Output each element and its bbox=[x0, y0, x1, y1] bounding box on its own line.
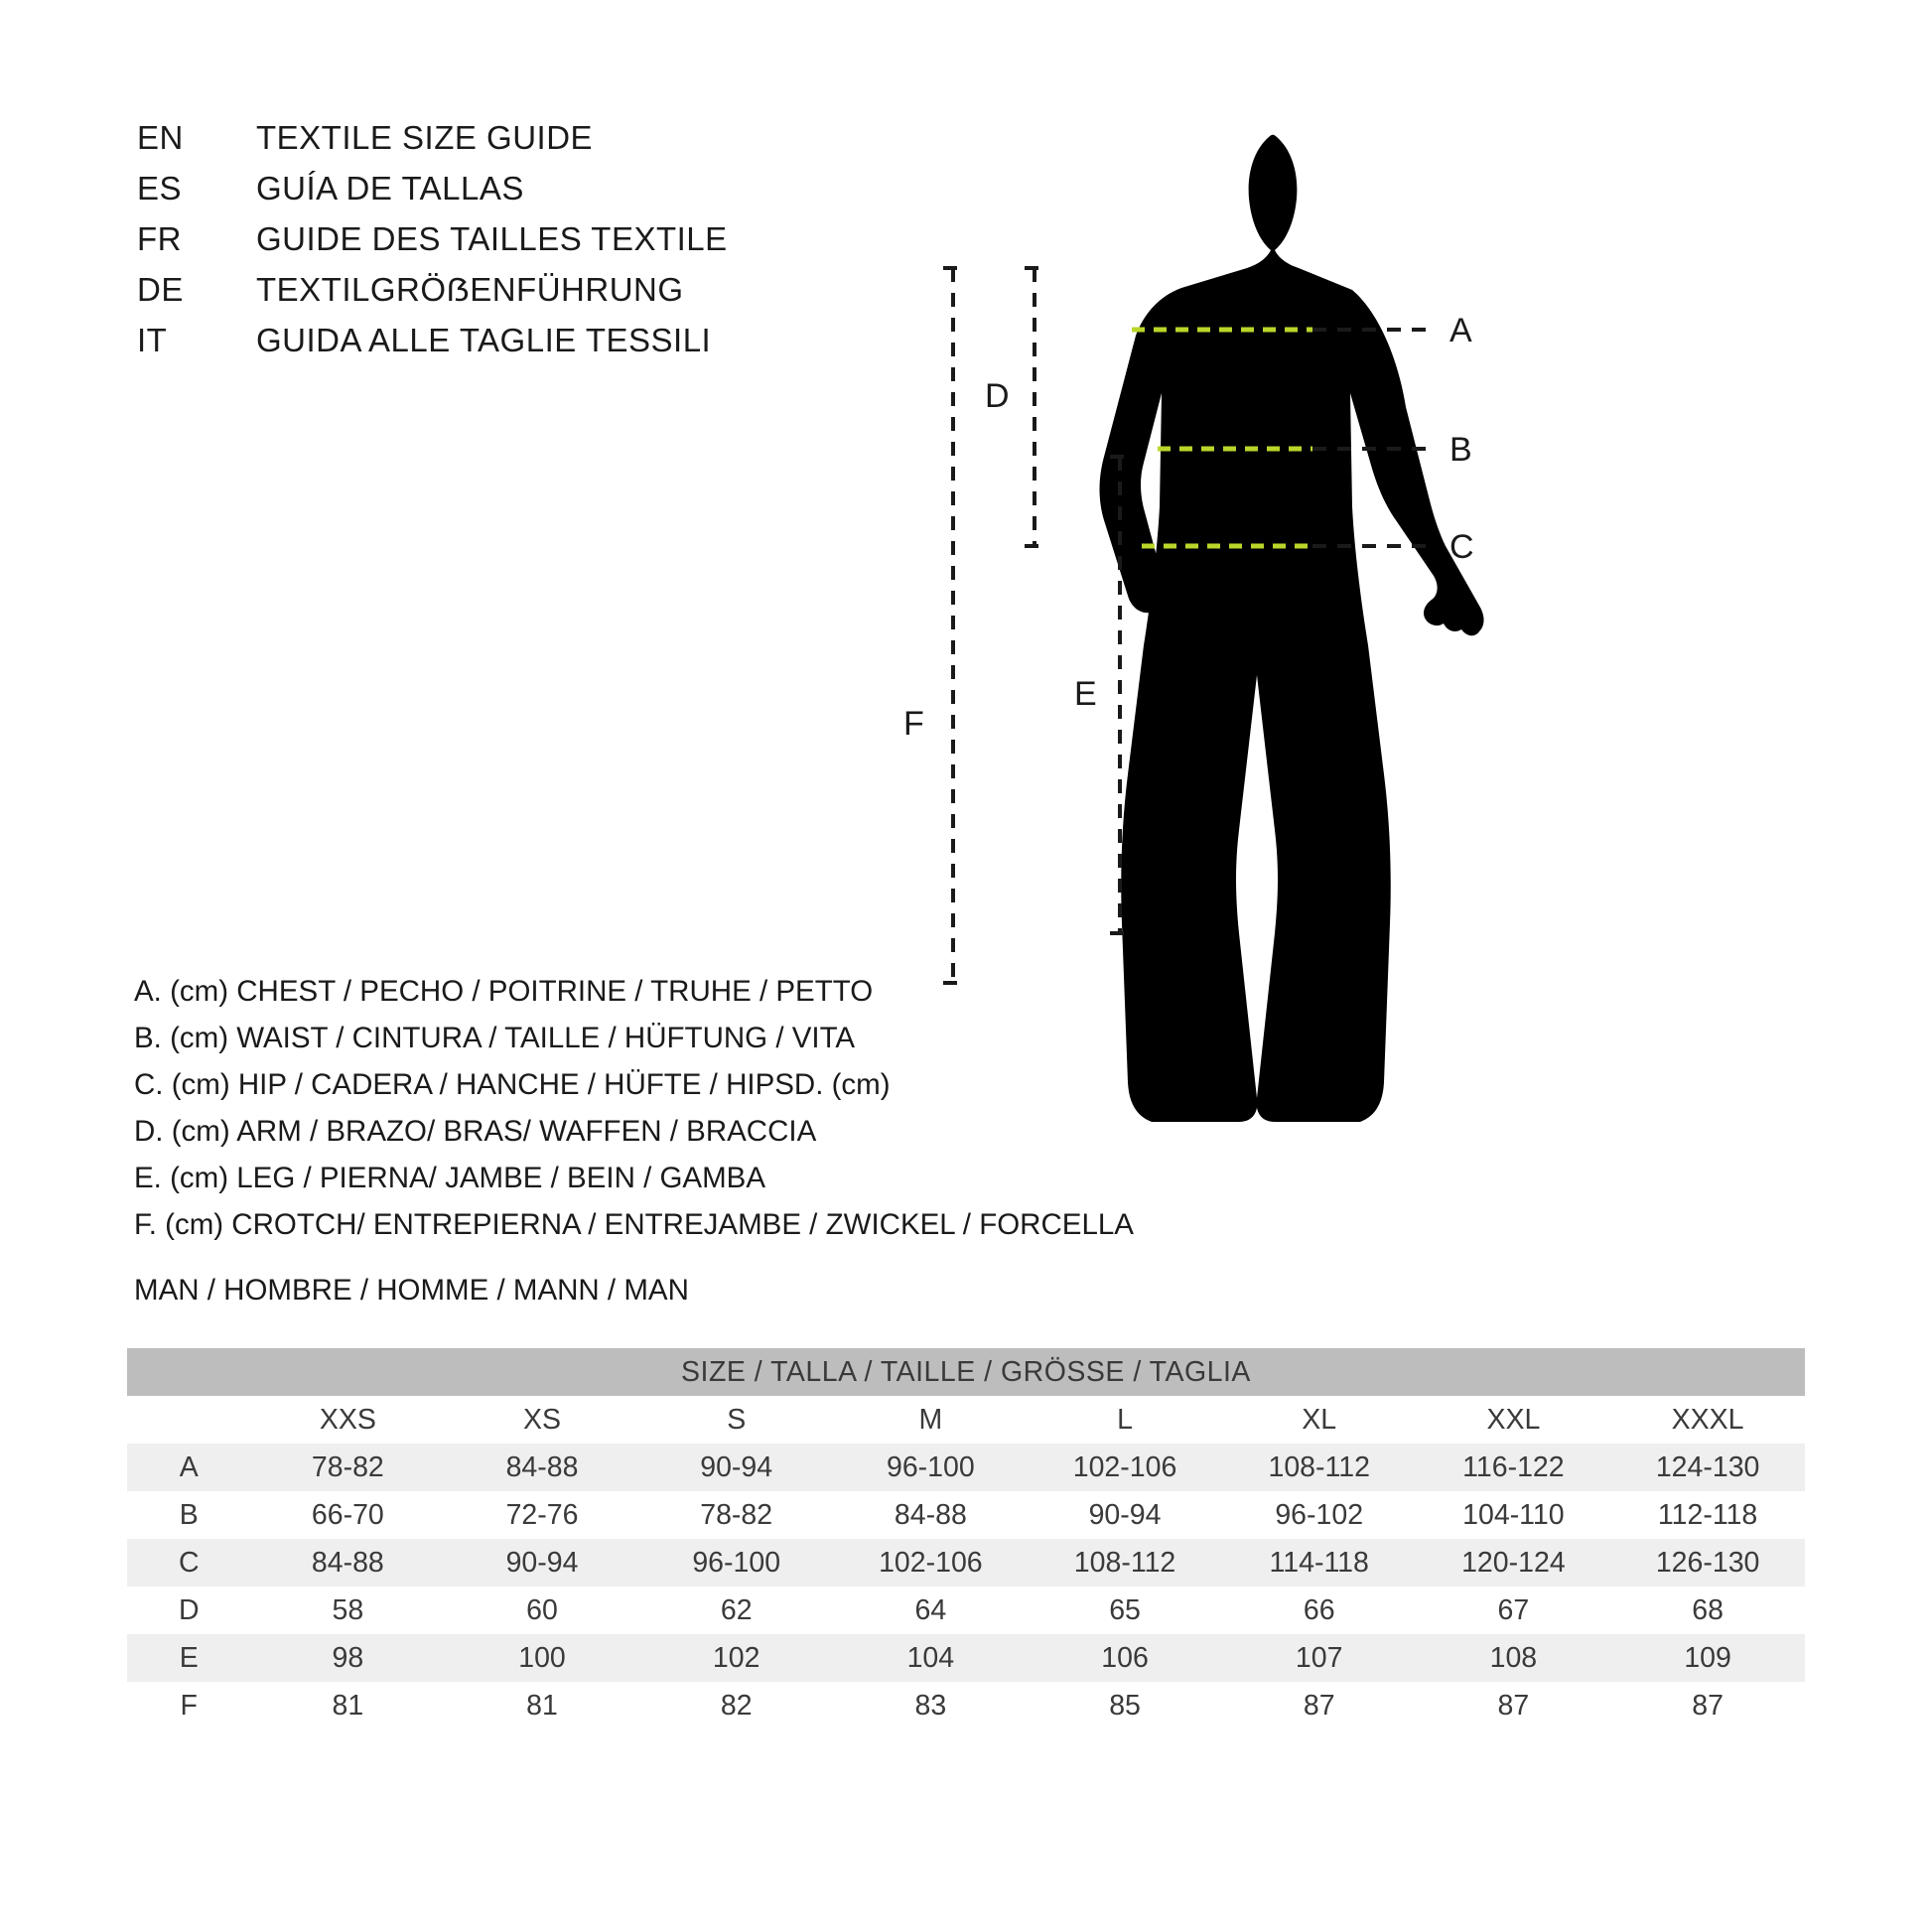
row-label-a: A bbox=[127, 1444, 251, 1491]
legend-item-b: B. (cm) WAIST / CINTURA / TAILLE / HÜFTUNG / VITA bbox=[134, 1022, 856, 1054]
cell-c-l: 108-112 bbox=[1028, 1539, 1222, 1587]
cell-b-xs: 72-76 bbox=[445, 1491, 639, 1539]
table-row bbox=[127, 1491, 1805, 1539]
cell-d-s: 62 bbox=[639, 1587, 834, 1634]
callout-label-d: D bbox=[985, 377, 1010, 415]
language-row bbox=[137, 119, 892, 170]
cell-a-l: 102-106 bbox=[1028, 1444, 1222, 1491]
language-code: EN bbox=[137, 119, 184, 156]
cell-b-xl: 96-102 bbox=[1222, 1491, 1417, 1539]
arm-dimension-bracket bbox=[1025, 268, 1044, 546]
cell-a-xxxl: 124-130 bbox=[1610, 1444, 1805, 1491]
cell-a-m: 96-100 bbox=[834, 1444, 1029, 1491]
cell-a-xs: 84-88 bbox=[445, 1444, 639, 1491]
size-header-xxxl: XXXL bbox=[1610, 1396, 1805, 1444]
cell-a-s: 90-94 bbox=[639, 1444, 834, 1491]
body-measurement-figure bbox=[903, 79, 1886, 1221]
table-row bbox=[127, 1444, 1805, 1491]
size-header-xl: XL bbox=[1222, 1396, 1417, 1444]
callout-label-f: F bbox=[903, 705, 924, 743]
cell-f-xxl: 87 bbox=[1417, 1682, 1611, 1729]
cell-c-m: 102-106 bbox=[834, 1539, 1029, 1587]
cell-b-xxxl: 112-118 bbox=[1610, 1491, 1805, 1539]
cell-b-m: 84-88 bbox=[834, 1491, 1029, 1539]
cell-b-s: 78-82 bbox=[639, 1491, 834, 1539]
legend-item-f: F. (cm) CROTCH/ ENTREPIERNA / ENTREJAMBE / ZWICKEL / FORCELLA bbox=[134, 1208, 1134, 1241]
row-label-c: C bbox=[127, 1539, 251, 1587]
language-row bbox=[137, 322, 892, 372]
table-size-header-row bbox=[127, 1396, 1805, 1444]
size-header-m: M bbox=[834, 1396, 1029, 1444]
language-code: DE bbox=[137, 271, 184, 308]
cell-d-xl: 66 bbox=[1222, 1587, 1417, 1634]
row-label-e: E bbox=[127, 1634, 251, 1682]
size-table bbox=[127, 1348, 1805, 1729]
callout-label-a: A bbox=[1449, 312, 1472, 349]
cell-c-xl: 114-118 bbox=[1222, 1539, 1417, 1587]
cell-e-xxs: 98 bbox=[251, 1634, 446, 1682]
language-title-block bbox=[137, 119, 892, 372]
language-title: GUIDA ALLE TAGLIE TESSILI bbox=[256, 322, 712, 358]
gender-label: MAN / HOMBRE / HOMME / MANN / MAN bbox=[134, 1274, 689, 1307]
language-row bbox=[137, 170, 892, 220]
cell-e-m: 104 bbox=[834, 1634, 1029, 1682]
cell-b-xxl: 104-110 bbox=[1417, 1491, 1611, 1539]
cell-f-l: 85 bbox=[1028, 1682, 1222, 1729]
language-code: FR bbox=[137, 220, 182, 257]
cell-d-m: 64 bbox=[834, 1587, 1029, 1634]
language-code: ES bbox=[137, 170, 183, 207]
cell-c-xs: 90-94 bbox=[445, 1539, 639, 1587]
cell-d-xxs: 58 bbox=[251, 1587, 446, 1634]
cell-f-xxs: 81 bbox=[251, 1682, 446, 1729]
table-row bbox=[127, 1539, 1805, 1587]
cell-c-s: 96-100 bbox=[639, 1539, 834, 1587]
row-label-b: B bbox=[127, 1491, 251, 1539]
table-header-label: SIZE / TALLA / TAILLE / GRÖSSE / TAGLIA bbox=[127, 1348, 1805, 1396]
callout-label-b: B bbox=[1449, 431, 1472, 469]
language-row bbox=[137, 220, 892, 271]
cell-b-xxs: 66-70 bbox=[251, 1491, 446, 1539]
language-title: GUIDE DES TAILLES TEXTILE bbox=[256, 220, 728, 257]
size-header-xs: XS bbox=[445, 1396, 639, 1444]
dimension-brackets-group bbox=[943, 268, 1130, 983]
cell-a-xxs: 78-82 bbox=[251, 1444, 446, 1491]
callout-label-c: C bbox=[1449, 528, 1474, 566]
cell-e-xl: 107 bbox=[1222, 1634, 1417, 1682]
table-row bbox=[127, 1587, 1805, 1634]
cell-f-s: 82 bbox=[639, 1682, 834, 1729]
size-header-s: S bbox=[639, 1396, 834, 1444]
cell-f-xl: 87 bbox=[1222, 1682, 1417, 1729]
cell-b-l: 90-94 bbox=[1028, 1491, 1222, 1539]
man-silhouette-icon bbox=[1100, 135, 1484, 1122]
cell-e-xs: 100 bbox=[445, 1634, 639, 1682]
cell-e-s: 102 bbox=[639, 1634, 834, 1682]
language-title: GUÍA DE TALLAS bbox=[256, 170, 524, 207]
table-row bbox=[127, 1634, 1805, 1682]
cell-d-l: 65 bbox=[1028, 1587, 1222, 1634]
table-row bbox=[127, 1682, 1805, 1729]
cell-f-m: 83 bbox=[834, 1682, 1029, 1729]
corner-cell bbox=[127, 1396, 251, 1444]
cell-a-xxl: 116-122 bbox=[1417, 1444, 1611, 1491]
legend-item-e: E. (cm) LEG / PIERNA/ JAMBE / BEIN / GAMBA bbox=[134, 1162, 766, 1194]
cell-d-xxl: 67 bbox=[1417, 1587, 1611, 1634]
cell-f-xxxl: 87 bbox=[1610, 1682, 1805, 1729]
cell-c-xxl: 120-124 bbox=[1417, 1539, 1611, 1587]
cell-e-l: 106 bbox=[1028, 1634, 1222, 1682]
table-header-band bbox=[127, 1348, 1805, 1396]
language-title: TEXTILGRÖẞENFÜHRUNG bbox=[256, 271, 684, 308]
cell-d-xs: 60 bbox=[445, 1587, 639, 1634]
cell-a-xl: 108-112 bbox=[1222, 1444, 1417, 1491]
size-header-l: L bbox=[1028, 1396, 1222, 1444]
size-header-xxl: XXL bbox=[1417, 1396, 1611, 1444]
legend-item-d: D. (cm) ARM / BRAZO/ BRAS/ WAFFEN / BRACCIA bbox=[134, 1115, 817, 1148]
legend-item-c: C. (cm) HIP / CADERA / HANCHE / HÜFTE / HIPSD. (cm) bbox=[134, 1068, 891, 1101]
cell-e-xxxl: 109 bbox=[1610, 1634, 1805, 1682]
cell-c-xxxl: 126-130 bbox=[1610, 1539, 1805, 1587]
cell-f-xs: 81 bbox=[445, 1682, 639, 1729]
legend-item-a: A. (cm) CHEST / PECHO / POITRINE / TRUHE / PETTO bbox=[134, 975, 874, 1008]
cell-e-xxl: 108 bbox=[1417, 1634, 1611, 1682]
callout-label-e: E bbox=[1074, 675, 1097, 713]
row-label-f: F bbox=[127, 1682, 251, 1729]
crotch-dimension-bracket bbox=[943, 268, 963, 983]
language-code: IT bbox=[137, 322, 168, 358]
cell-d-xxxl: 68 bbox=[1610, 1587, 1805, 1634]
size-header-xxs: XXS bbox=[251, 1396, 446, 1444]
cell-c-xxs: 84-88 bbox=[251, 1539, 446, 1587]
row-label-d: D bbox=[127, 1587, 251, 1634]
language-title: TEXTILE SIZE GUIDE bbox=[256, 119, 594, 156]
language-row bbox=[137, 271, 892, 322]
